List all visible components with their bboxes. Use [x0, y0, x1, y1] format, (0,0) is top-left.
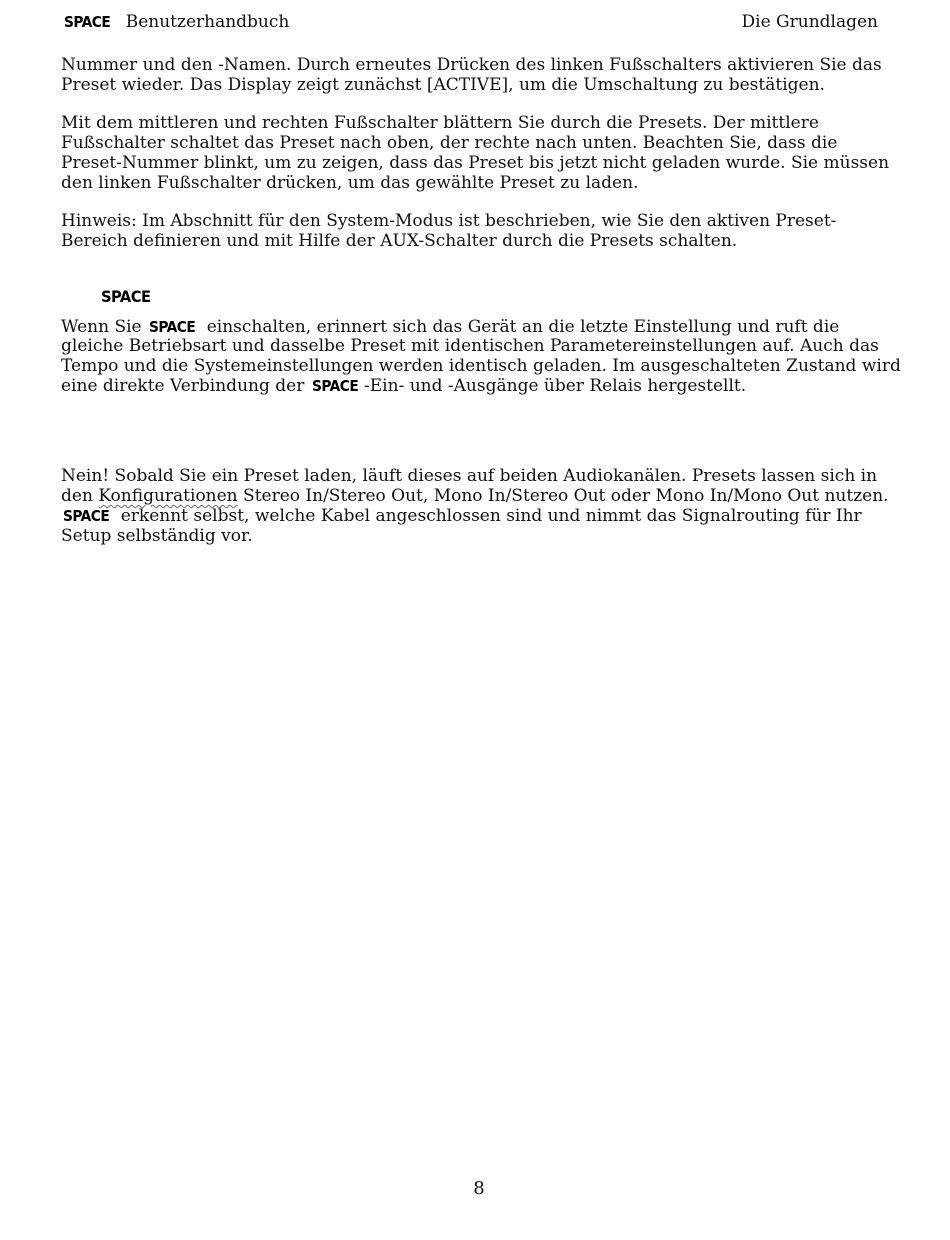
spacer: [61, 415, 901, 467]
power-on-text-b: einschalten, erinnert sich das Gerät an die letzte Einstellung und ruft die gleiche Betriebsart und dasselbe Preset mit identischen Parametereinstellungen auf. Auch das Tempo und die Systemeinstellungen werden identisch geladen. Im ausgeschalteten Zustand wird eine direkte Verbindung der: [61, 316, 901, 396]
paragraph-preset-scroll: Mit dem mittleren und rechten Fußschalter blättern Sie durch die Presets. Der mittlere Fußschalter schaltet das Preset nach oben, der rechte nach unten. Beachten Sie, dass die Preset-Nummer blinkt, um zu zeigen, dass das Preset bis jetzt nicht geladen wurde. Sie müssen den linken Fußschalter drücken, um das gewählte Preset zu laden.: [61, 113, 890, 193]
header-chapter-title: Die Grundlagen: [741, 12, 878, 32]
section-heading-logo: SPACE: [101, 286, 151, 306]
power-on-text-c: -Ein- und -Ausgänge über Relais hergestellt.: [364, 375, 747, 396]
paragraph-preset-activate: Nummer und den -Namen. Durch erneutes Drücken des linken Fußschalters aktivieren Sie das Preset wieder. Das Display zeigt zunächst [ACTIVE], um die Umschaltung zu bestätigen.: [61, 55, 882, 95]
paragraph-channels-answer: [61, 467, 901, 546]
answer-text-a: Nein! Sobald Sie ein Preset laden, läuft dieses auf beiden Audiokanälen. Presets lassen sich in den: [61, 466, 878, 507]
power-on-text-a: Wenn Sie: [61, 316, 142, 337]
space-logo: SPACE: [64, 13, 111, 31]
answer-text-b: Stereo In/Stereo Out, Mono In/Stereo Out oder Mono In/Mono Out nutzen.: [243, 486, 889, 507]
page-content: [61, 56, 901, 565]
inline-space-logo: SPACE: [311, 376, 359, 395]
inline-space-logo: SPACE: [63, 506, 110, 525]
paragraph-note: Hinweis: Im Abschnitt für den System-Modus ist beschrieben, wie Sie den aktiven Preset-Bereich definieren und mit Hilfe der AUX-Schalter durch die Presets schalten.: [61, 211, 837, 251]
header-manual-title: Benutzerhandbuch: [125, 12, 290, 32]
inline-space-logo: SPACE: [149, 317, 196, 336]
page-number: 8: [473, 1178, 485, 1199]
paragraph-power-on: [61, 318, 901, 397]
header-left: [64, 12, 289, 32]
section-heading: [101, 288, 901, 308]
answer-text-c: erkennt selbst, welche Kabel angeschlossen sind und nimmt das Signalrouting für Ihr Setup selbständig vor.: [61, 505, 862, 546]
page-header: [64, 10, 878, 34]
answer-word-konfigurationen: Konfigurationen: [98, 486, 238, 507]
